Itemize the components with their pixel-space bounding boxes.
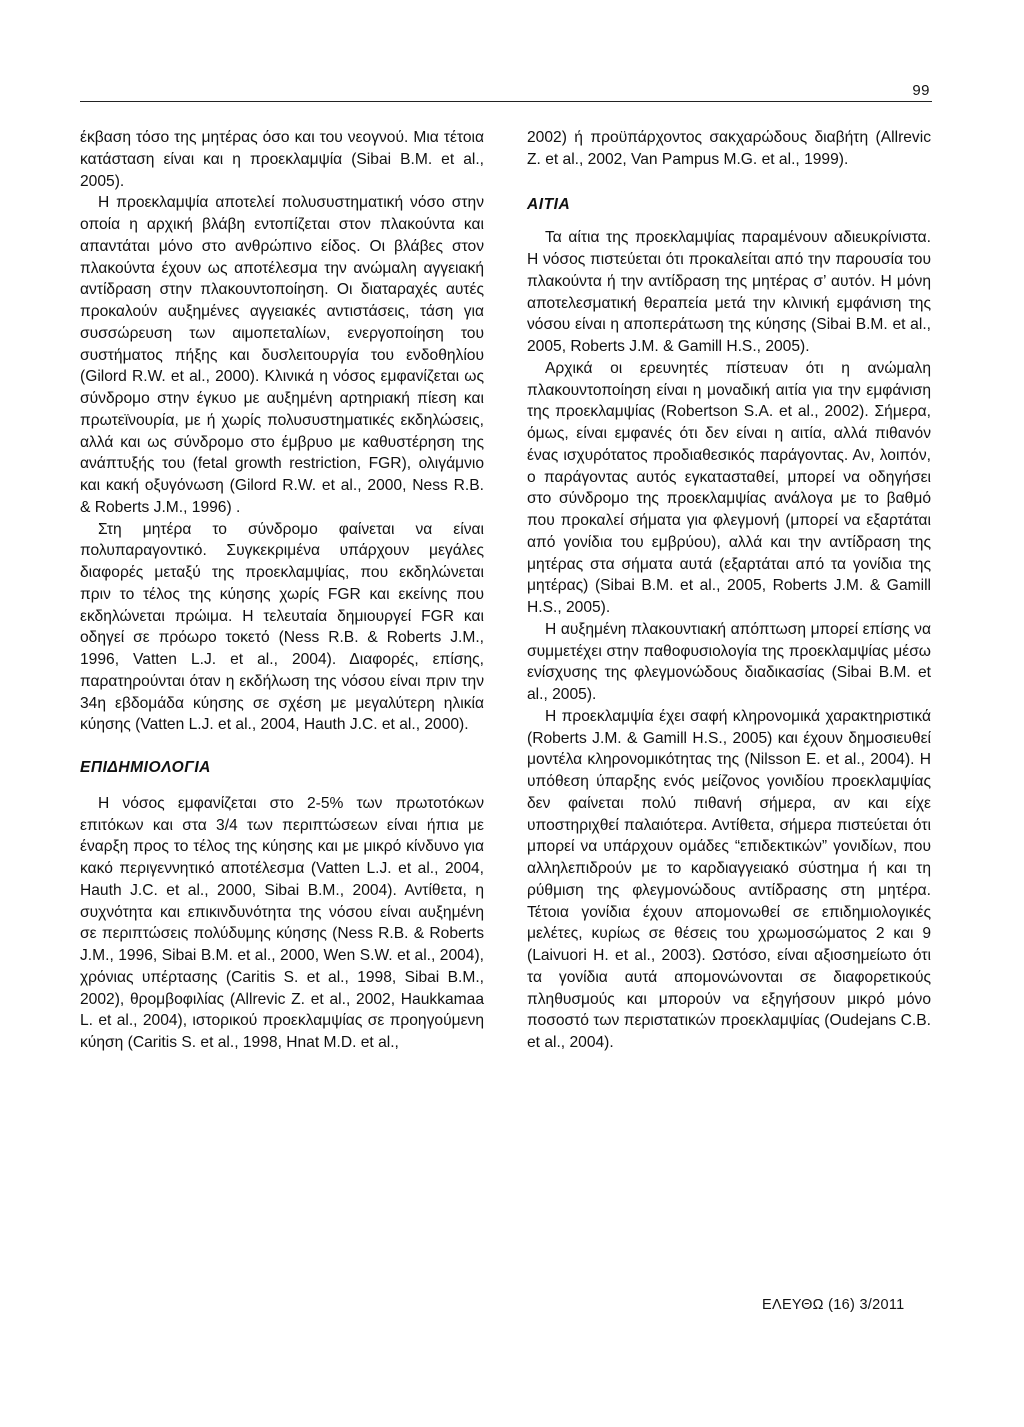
paragraph: έκβαση τόσο της μητέρας όσο και του νεογνού. Μια τέτοια κατάσταση είναι και η προεκλαμψία (Sibai B.M. et al., 2005). (80, 129, 484, 190)
left-column (80, 127, 484, 1054)
paragraph: Η προεκλαμψία αποτελεί πολυσυστηματική νόσο στην οποία η αρχική βλάβη εντοπίζεται στον πλακούντα και απαντάται μόνο στο ανθρώπινο είδος. Οι βλάβες στον πλακούντα έχουν ως αποτέλεσμα την ανώμαλη αγγειακή αντίδραση στην πλακουντοποίηση. Οι διαταραχές αυτές προκαλούν αυξημένες αγγειακές αντιστάσεις, τάση για συσσώρευση των αιμοπεταλίων, ενεργοποίηση του συστήματος πήξης και δυσλειτουργία του ενδοθηλίου (Gilord R.W. et al., 2000). Κλινικά η νόσος εμφανίζεται ως σύνδρομο στην έγκυο με αυξημένη αρτηριακή πίεση και πρωτεϊνουρία, με ή χωρίς πολυσυστηματικές εκδηλώσεις, αλλά και ως σύνδρομο στο έμβρυο με καθυστέρηση της ανάπτυξής του (fetal growth restriction, FGR), ολιγάμνιο και κακή οξυγόνωση (Gilord R.W. et al., 2000, Ness R.B. & Roberts J.M., 1996) . (80, 194, 484, 516)
header-rule (80, 101, 932, 102)
journal-issue-footer: ΕΛΕΥΘΩ (16) 3/2011 (762, 1297, 905, 1313)
page-number: 99 (912, 82, 930, 99)
paragraph: Η αυξημένη πλακουντιακή απόπτωση μπορεί επίσης να συμμετέχει στην παθοφυσιολογία της προεκλαμψίας μέσω ενίσχυσης της φλεγμονώδους διαδικασίας (Sibai B.M. et al., 2005). (527, 620, 931, 703)
paragraph: 2002) ή προϋπάρχοντος σακχαρώδους διαβήτη (Allrevic Z. et al., 2002, Van Pampus M.G. et al., 1999). (527, 129, 931, 168)
section-heading-epidemiology: ΕΠΙΔΗΜΙΟΛΟΓΙΑ (80, 759, 211, 776)
section-heading-causes: ΑΙΤΙΑ (527, 195, 571, 213)
paragraph: Η νόσος εμφανίζεται στο 2-5% των πρωτοτόκων επιτόκων και στα 3/4 των περιπτώσεων είναι ήπια με έναρξη προς το τέλος της κύησης και με μικρό κίνδυνο για κακό περιγεννητικό αποτέλεσμα (Vatten L.J. et al., 2004, Hauth J.C. et al., 2000, Sibai B.M., 2004). Αντίθετα, η συχνότητα και επικινδυνότητα της νόσου είναι αυξημένη σε περιπτώσεις πολύδυμης κύησης (Ness R.B. & Roberts J.M., 1996, Sibai B.M. et al., 2000, Wen S.W. et al., 2004), χρόνιας υπέρτασης (Caritis S. et al., 1998, Sibai B.M., 2002), θρομβοφιλίας (Allrevic Z. et al., 2002, Haukkamaa L. et al., 2004), ιστορικού προεκλαμψίας σε προηγούμενη κύηση (Caritis S. et al., 1998, Hnat M.D. et al., (80, 794, 484, 1051)
paragraph: Τα αίτια της προεκλαμψίας παραμένουν αδιευκρίνιστα. Η νόσος πιστεύεται ότι προκαλείται από την παρουσία του πλακούντα ή την αντίδραση της μητέρας σ’ αυτόν. Η μόνη αποτελεσματική θεραπεία μετά την κλινική εμφάνιση της νόσου είναι η αποπεράτωση της κύησης (Sibai B.M. et al., 2005, Roberts J.M. & Gamill H.S., 2005). (527, 229, 931, 355)
right-column (527, 127, 931, 1054)
paragraph: Στη μητέρα το σύνδρομο φαίνεται να είναι πολυπαραγοντικό. Συγκεκριμένα υπάρχουν μεγάλες διαφορές μεταξύ της προεκλαμψίας, που εκδηλώνεται πριν το τέλος της κύησης χωρίς FGR και εκείνης που εκδηλώνεται πρώιμα. Η τελευταία δημιουργεί FGR και οδηγεί σε πρόωρο τοκετό (Ness R.B. & Roberts J.M., 1996, Vatten L.J. et al., 2004). Διαφορές, επίσης, παρατηρούνται όταν η εκδήλωση της νόσου είναι πριν την 34η εβδομάδα κύησης σε σχέση με μεγαλύτερη ηλικία κύησης (Vatten L.J. et al., 2004, Hauth J.C. et al., 2000). (80, 520, 484, 734)
paragraph: Η προεκλαμψία έχει σαφή κληρονομικά χαρακτηριστικά (Roberts J.M. & Gamill H.S., 2005) και έχουν δημοσιευθεί μοντέλα κληρονομικότητας της (Nilsson E. et al., 2004). Η υπόθεση ύπαρξης ενός μείζονος γονιδίου προεκλαμψίας δεν φαίνεται πολύ πιθανή σήμερα, αν και είχε υποστηριχθεί παλαιότερα. Αντίθετα, σήμερα πιστεύεται ότι μπορεί να υπάρχουν ομάδες “επιδεκτικών” γονιδίων, που αλληλεπιδρούν με το καρδιαγγειακό σύστημα ή και τη ρύθμιση της φλεγμονώδους αντίδρασης στη μητέρα. Τέτοια γονίδια έχουν απομονωθεί σε επιδημιολογικές μελέτες, κυρίως σε θέσεις του χρωμοσώματος 2 και 9 (Laivuori H. et al., 2003). Ωστόσο, είναι αξιοσημείωτο ότι τα γονίδια αυτά απομονώνονται σε διαφορετικούς πληθυσμούς και μπορούν να εξηγήσουν μικρό μόνο ποσοστό των περιστατικών προεκλαμψίας (Oudejans C.B. et al., 2004). (527, 707, 931, 1051)
paragraph: Αρχικά οι ερευνητές πίστευαν ότι η ανώμαλη πλακουντοποίηση είναι η μοναδική αιτία για την εμφάνιση της προεκλαμψίας (Robertson S.A. et al., 2002). Σήμερα, όμως, είναι εμφανές ότι δεν είναι η αιτία, αλλά πιθανόν ένας ισχυρότατος προδιαθεσικός παράγοντας. Αν, λοιπόν, ο παράγοντας αυτός εγκατασταθεί, μπορεί να οδηγήσει στο σύνδρομο της προεκλαμψίας ανάλογα με το βαθμό που προκαλεί σήματα για φλεγμονή (μπορεί να εξαρτάται από γονίδια του εμβρύου), αλλά και την αντίδραση της μητέρας στα σήματα αυτά (εξαρτάται από τα γονίδια της μητέρας) (Sibai B.M. et al., 2005, Roberts J.M. & Gamill H.S., 2005). (527, 359, 931, 616)
